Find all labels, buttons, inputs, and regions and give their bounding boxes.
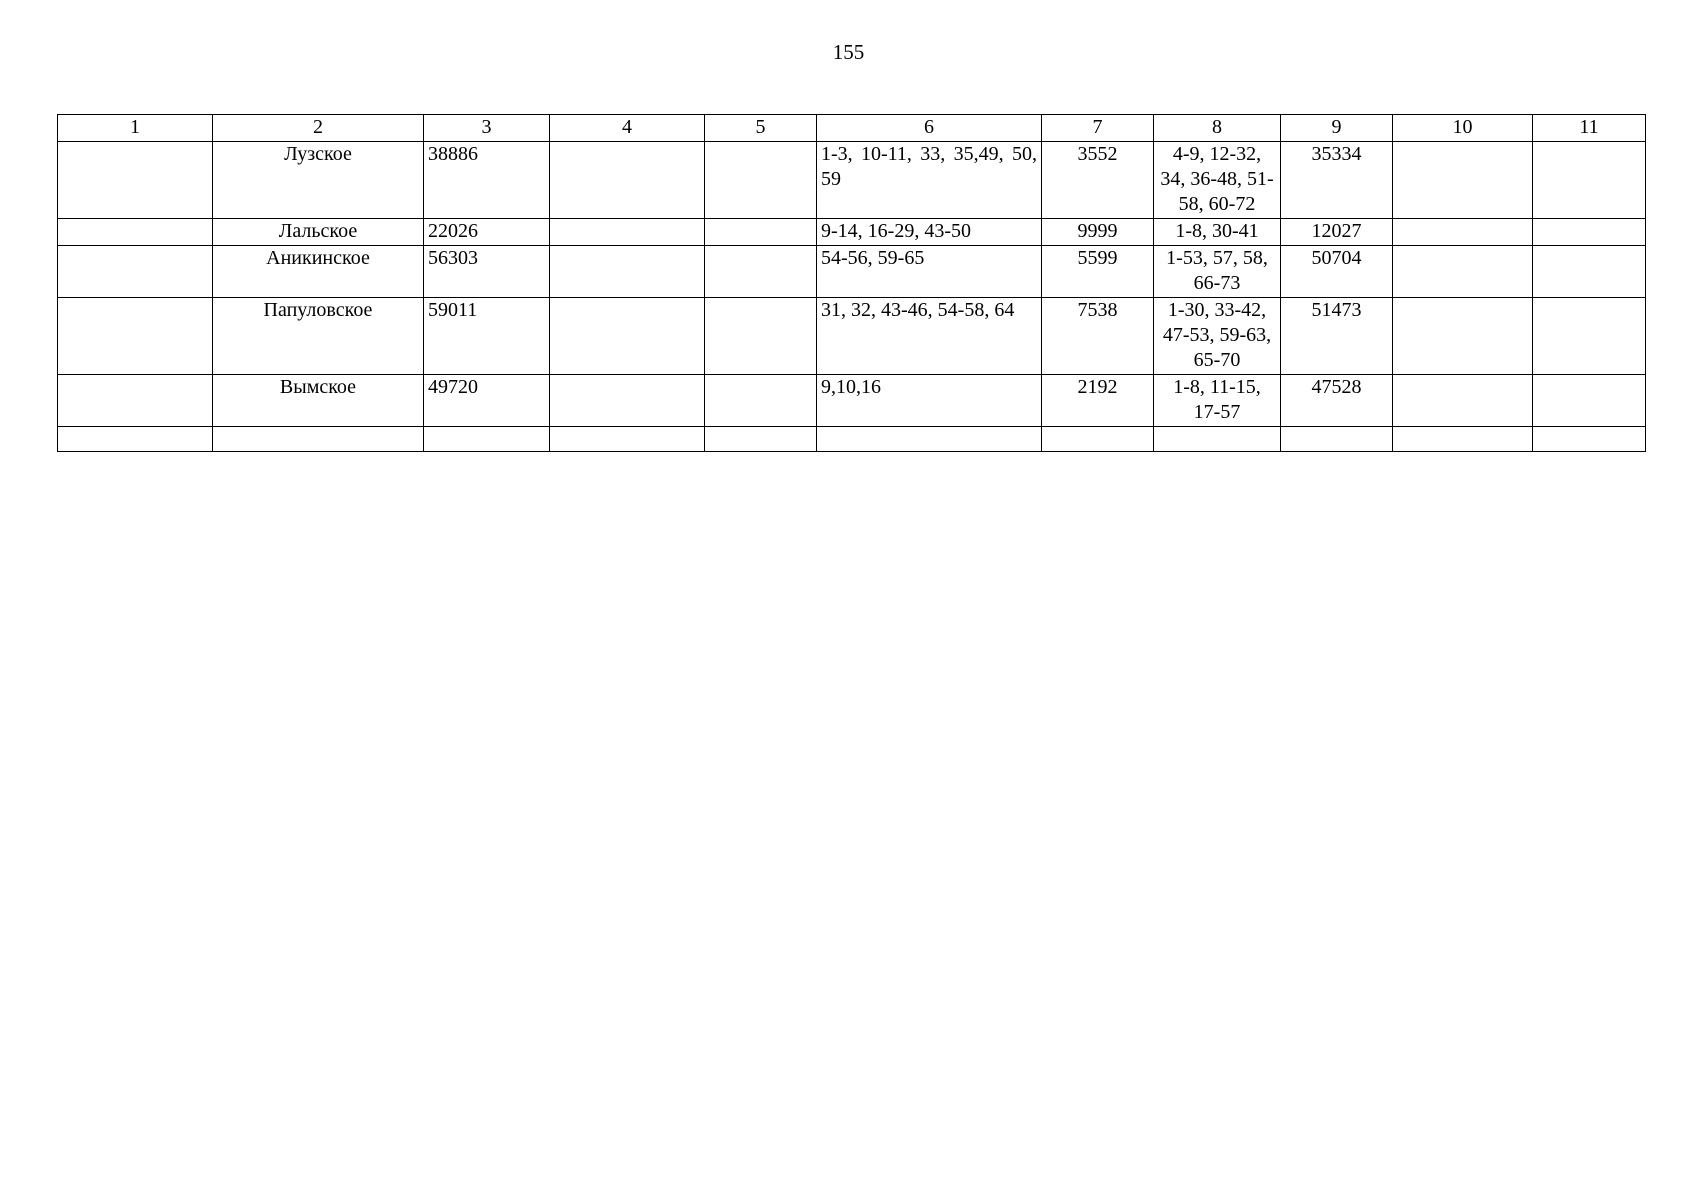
table-cell: 51473 (1281, 298, 1393, 375)
table-cell (550, 375, 705, 427)
table-cell (1393, 298, 1533, 375)
table-cell (550, 142, 705, 219)
table-cell (58, 219, 213, 246)
settlement-name-cell: Папуловское (213, 298, 424, 375)
table-cell: 1-3, 10-11, 33, 35,49, 50, 59 (817, 142, 1042, 219)
table-cell: 12027 (1281, 219, 1393, 246)
column-header-5: 5 (705, 115, 817, 142)
table-cell: 31, 32, 43-46, 54-58, 64 (817, 298, 1042, 375)
table-cell (1533, 246, 1646, 298)
table-row (58, 375, 1646, 427)
table-cell (58, 375, 213, 427)
header-row (58, 115, 1646, 142)
column-header-2: 2 (213, 115, 424, 142)
empty-cell (1533, 427, 1646, 452)
table-cell (1533, 142, 1646, 219)
empty-cell (550, 427, 705, 452)
column-header-8: 8 (1154, 115, 1281, 142)
empty-cell (213, 427, 424, 452)
empty-cell (424, 427, 550, 452)
table-cell (1393, 246, 1533, 298)
column-header-1: 1 (58, 115, 213, 142)
table-cell (550, 298, 705, 375)
table-cell (1533, 219, 1646, 246)
table-cell (1393, 375, 1533, 427)
table-cell (705, 246, 817, 298)
table-cell: 22026 (424, 219, 550, 246)
table-cell (1533, 298, 1646, 375)
column-header-4: 4 (550, 115, 705, 142)
empty-cell (1042, 427, 1154, 452)
table-cell: 54-56, 59-65 (817, 246, 1042, 298)
table-cell (58, 142, 213, 219)
table-row (58, 298, 1646, 375)
empty-cell (817, 427, 1042, 452)
table-cell: 9999 (1042, 219, 1154, 246)
table-cell: 49720 (424, 375, 550, 427)
empty-table-row (58, 427, 1646, 452)
empty-cell (1154, 427, 1281, 452)
table-cell (705, 375, 817, 427)
empty-cell (58, 427, 213, 452)
table-cell: 38886 (424, 142, 550, 219)
table-cell (1393, 142, 1533, 219)
settlement-name-cell: Лальское (213, 219, 424, 246)
settlement-name-cell: Аникинское (213, 246, 424, 298)
table-cell: 56303 (424, 246, 550, 298)
table-cell (705, 219, 817, 246)
table-cell: 3552 (1042, 142, 1154, 219)
table-cell (705, 142, 817, 219)
column-header-3: 3 (424, 115, 550, 142)
table-cell: 1-8, 30-41 (1154, 219, 1281, 246)
table-row (58, 219, 1646, 246)
table-row (58, 142, 1646, 219)
column-header-10: 10 (1393, 115, 1533, 142)
column-header-7: 7 (1042, 115, 1154, 142)
settlement-name-cell: Вымское (213, 375, 424, 427)
settlement-name-cell: Лузское (213, 142, 424, 219)
empty-cell (1281, 427, 1393, 452)
column-header-11: 11 (1533, 115, 1646, 142)
table-cell (550, 219, 705, 246)
table-cell (58, 246, 213, 298)
table-row (58, 246, 1646, 298)
table-cell (58, 298, 213, 375)
table-cell: 59011 (424, 298, 550, 375)
table-cell: 7538 (1042, 298, 1154, 375)
table-cell: 35334 (1281, 142, 1393, 219)
table-cell: 1-30, 33-42, 47-53, 59-63, 65-70 (1154, 298, 1281, 375)
table-cell: 9-14, 16-29, 43-50 (817, 219, 1042, 246)
column-header-6: 6 (817, 115, 1042, 142)
table-cell: 1-8, 11-15, 17-57 (1154, 375, 1281, 427)
column-header-9: 9 (1281, 115, 1393, 142)
table-cell (550, 246, 705, 298)
table-cell (1393, 219, 1533, 246)
empty-cell (705, 427, 817, 452)
table-cell: 47528 (1281, 375, 1393, 427)
empty-cell (1393, 427, 1533, 452)
table-cell: 9,10,16 (817, 375, 1042, 427)
page-number: 155 (832, 40, 865, 64)
table-cell: 2192 (1042, 375, 1154, 427)
table-cell: 1-53, 57, 58, 66-73 (1154, 246, 1281, 298)
table-cell (705, 298, 817, 375)
table-cell: 5599 (1042, 246, 1154, 298)
table-cell: 4-9, 12-32, 34, 36-48, 51-58, 60-72 (1154, 142, 1281, 219)
data-table (57, 114, 1646, 452)
table-cell: 50704 (1281, 246, 1393, 298)
table-cell (1533, 375, 1646, 427)
